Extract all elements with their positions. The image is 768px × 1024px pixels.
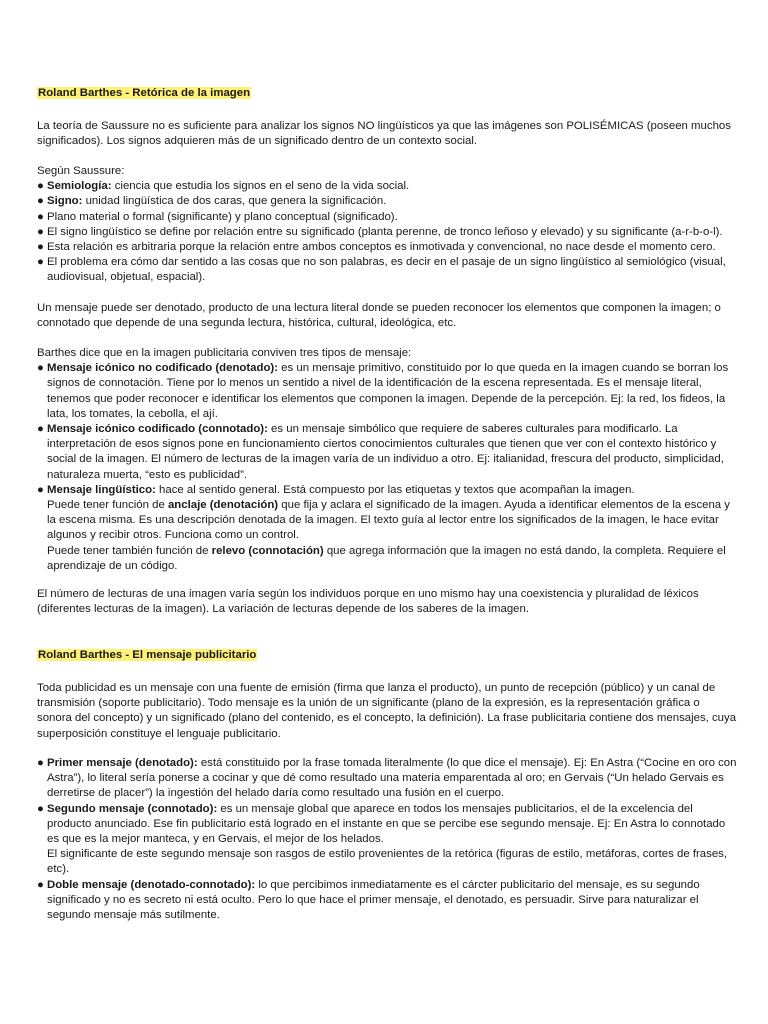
list-item	[37, 179, 737, 194]
list-item-text: que agrega información que la imagen no está dando, la completa. Requiere el aprendizaje de un código.	[47, 544, 726, 572]
list-item	[37, 802, 737, 878]
term-semiologia: Semiología:	[47, 180, 112, 193]
section-1-heading-block	[37, 86, 737, 101]
list-item	[37, 194, 737, 209]
list-item-text: unidad lingüística de dos caras, que genera la significación.	[82, 195, 387, 208]
list-item-text: Puede tener función de	[47, 499, 168, 512]
barthes-lead: Barthes dice que en la imagen publicitaria conviven tres tipos de mensaje:	[37, 347, 412, 359]
section-1-closing: El número de lecturas de una imagen varía según los individuos porque en uno mismo hay una coexistencia y pluralidad de léxicos (diferentes lecturas de la imagen). La variación de lecturas depende de los saberes de la imagen.	[37, 588, 699, 616]
term-mensaje-linguistico: Mensaje lingüístico:	[47, 483, 156, 496]
bullet-icon: ●	[37, 423, 44, 436]
list-item-text: Plano material o formal (significante) y plano conceptual (significado).	[47, 210, 398, 223]
list-item	[37, 240, 737, 255]
saussure-lead: Según Saussure:	[37, 165, 125, 177]
bullet-icon: ●	[37, 362, 44, 375]
bullet-icon: ●	[37, 757, 44, 769]
bullet-icon: ●	[37, 180, 44, 193]
list-item	[37, 210, 737, 225]
term-mensaje-denotado: Mensaje icónico no codificado (denotado):	[47, 362, 278, 375]
list-item-text: es un mensaje global que aparece en todos los mensajes publicitarios, el de la excelencia del producto anunciado. Ese fin publicitario está logrado en el instante en que se percibe ese segundo mensaje. Ej: En Astra lo connotado es que es la mejor manteca, y en Gervais, el mejor de los helados.	[47, 802, 726, 846]
section-2-heading-block	[37, 648, 737, 663]
list-item	[37, 422, 737, 483]
term-doble-mensaje: Doble mensaje (denotado-connotado):	[47, 878, 256, 891]
term-signo: Signo:	[47, 195, 83, 208]
bullet-icon: ●	[37, 802, 44, 815]
list-item-text: es un mensaje primitivo, constituido por lo que queda en la imagen cuando se borran los signos de connotación. Tiene por lo menos un sentido a nivel de la identificación de la escena representada. Es el mensaje literal, tenemos que poder reconocer e identificar los elementos que componen la imagen. Depende de la percepción. Ej: la red, los fideos, la lata, los tomates, la cebolla, el ají.	[47, 362, 729, 420]
saussure-block	[37, 164, 737, 286]
list-item-text: El signo lingüístico se define por relación entre su significado (planta perenne, de tronco leñoso y elevado) y su significante (a-r-b-o-l).	[47, 225, 723, 238]
list-item	[37, 255, 737, 285]
section-1-intro: La teoría de Saussure no es suficiente para analizar los signos NO lingüísticos ya que las imágenes son POLISÉMICAS (poseen muchos significados). Los signos adquieren más de un significado dentro de un contexto social.	[37, 120, 731, 148]
bullet-icon: ●	[37, 241, 44, 254]
list-item-text: que fija y aclara el significado de la imagen. Ayuda a identificar elementos de la escena y la escena misma. Es una descripción denotada de la imagen. El texto guía al lector entre los significados de la imagen, le hace evitar algunos y recibir otros. Funciona como un control.	[47, 499, 731, 542]
list-item-text: Esta relación es arbitraria porque la relación entre ambos conceptos es inmotivada y convencional, no nace desde el momento cero.	[47, 241, 716, 254]
list-item-text: está constituido por la frase tomada literalmente (lo que dice el mensaje). Ej: En Astra (“Cocine en oro con Astra”), lo literal sería ponerse a cocinar y que dé como resultado una materia emparentada al oro; en Gervais (“Un helado Gervais es derretirse de placer”) la ingestión del helado daría como resultado una fusión en el cuerpo.	[47, 757, 737, 800]
term-segundo-mensaje: Segundo mensaje (connotado):	[47, 802, 218, 815]
list-item-text: Puede tener también función de	[47, 544, 212, 557]
barthes-messages-block	[37, 346, 737, 574]
term-anclaje: anclaje (denotación)	[167, 499, 279, 512]
list-item-text: es un mensaje simbólico que requiere de saberes culturales para modificarlo. La interpretación de esos signos pone en funcionamiento ciertos conocimientos culturales que tienen que ver con el contexto histórico y social de la imagen. El número de lecturas de la imagen varía de un individuo a otro. Ej: italianidad, frescura del producto, simplicidad, naturaleza muerta, “esto es publicidad”.	[47, 423, 724, 481]
messages-list	[37, 361, 737, 574]
section-2-heading: Roland Barthes - El mensaje publicitario	[38, 649, 257, 661]
term-relevo: relevo (connotación)	[211, 544, 324, 557]
section-1-heading: Roland Barthes - Retórica de la imagen	[38, 87, 251, 99]
list-item-text: El significante de este segundo mensaje son rasgos de estilo provenientes de la retórica (figuras de estilo, metáforas, cortes de frases, etc).	[47, 848, 728, 876]
list-item-text: hace al sentido general. Está compuesto por las etiquetas y textos que acompañan la imagen.	[155, 483, 635, 496]
section-2-intro: Toda publicidad es un mensaje con una fuente de emisión (firma que lanza el producto), un punto de recepción (público) y un canal de transmisión (soporte publicitario). Todo mensaje es la unión de un significante (plano de la expresión, es la representación gráfica o sonora del concepto) y un significado (plano del contenido, es el concepto, la definición). La frase publicitaria contiene dos mensajes, cuya superposición constituye el lenguaje publicitario.	[37, 682, 737, 740]
list-item	[37, 225, 737, 240]
list-item-text: El problema era cómo dar sentido a las cosas que no son palabras, es decir en el pasaje de un signo lingüístico al semiológico (visual, audiovisual, objetual, espacial).	[47, 256, 726, 284]
saussure-list	[37, 179, 737, 285]
bullet-icon: ●	[37, 195, 44, 208]
bullet-icon: ●	[37, 483, 44, 496]
term-primer-mensaje: Primer mensaje (denotado):	[47, 757, 198, 769]
list-item	[37, 361, 737, 422]
bullet-icon: ●	[37, 878, 44, 891]
list-item	[37, 483, 737, 574]
bullet-icon: ●	[37, 225, 44, 238]
list-item	[37, 756, 737, 802]
publicitario-list	[37, 756, 737, 923]
bullet-icon: ●	[37, 210, 44, 223]
list-item	[37, 878, 737, 924]
list-item-text: lo que percibimos inmediatamente es el cárcter publicitario del mensaje, es su segundo significado y no es secreto ni está oculto. Pero lo que hace el primer mensaje, el denotado, es persuadir. Sirve para naturalizar el segundo mensaje más sutilmente.	[47, 878, 700, 922]
denotado-paragraph: Un mensaje puede ser denotado, producto de una lectura literal donde se pueden reconocer los elementos que componen la imagen; o connotado que depende de una segunda lectura, histórica, cultural, ideológica, etc.	[37, 302, 721, 330]
bullet-icon: ●	[37, 256, 44, 269]
list-item-text: ciencia que estudia los signos en el seno de la vida social.	[111, 180, 410, 193]
term-mensaje-connotado: Mensaje icónico codificado (connotado):	[47, 423, 268, 436]
